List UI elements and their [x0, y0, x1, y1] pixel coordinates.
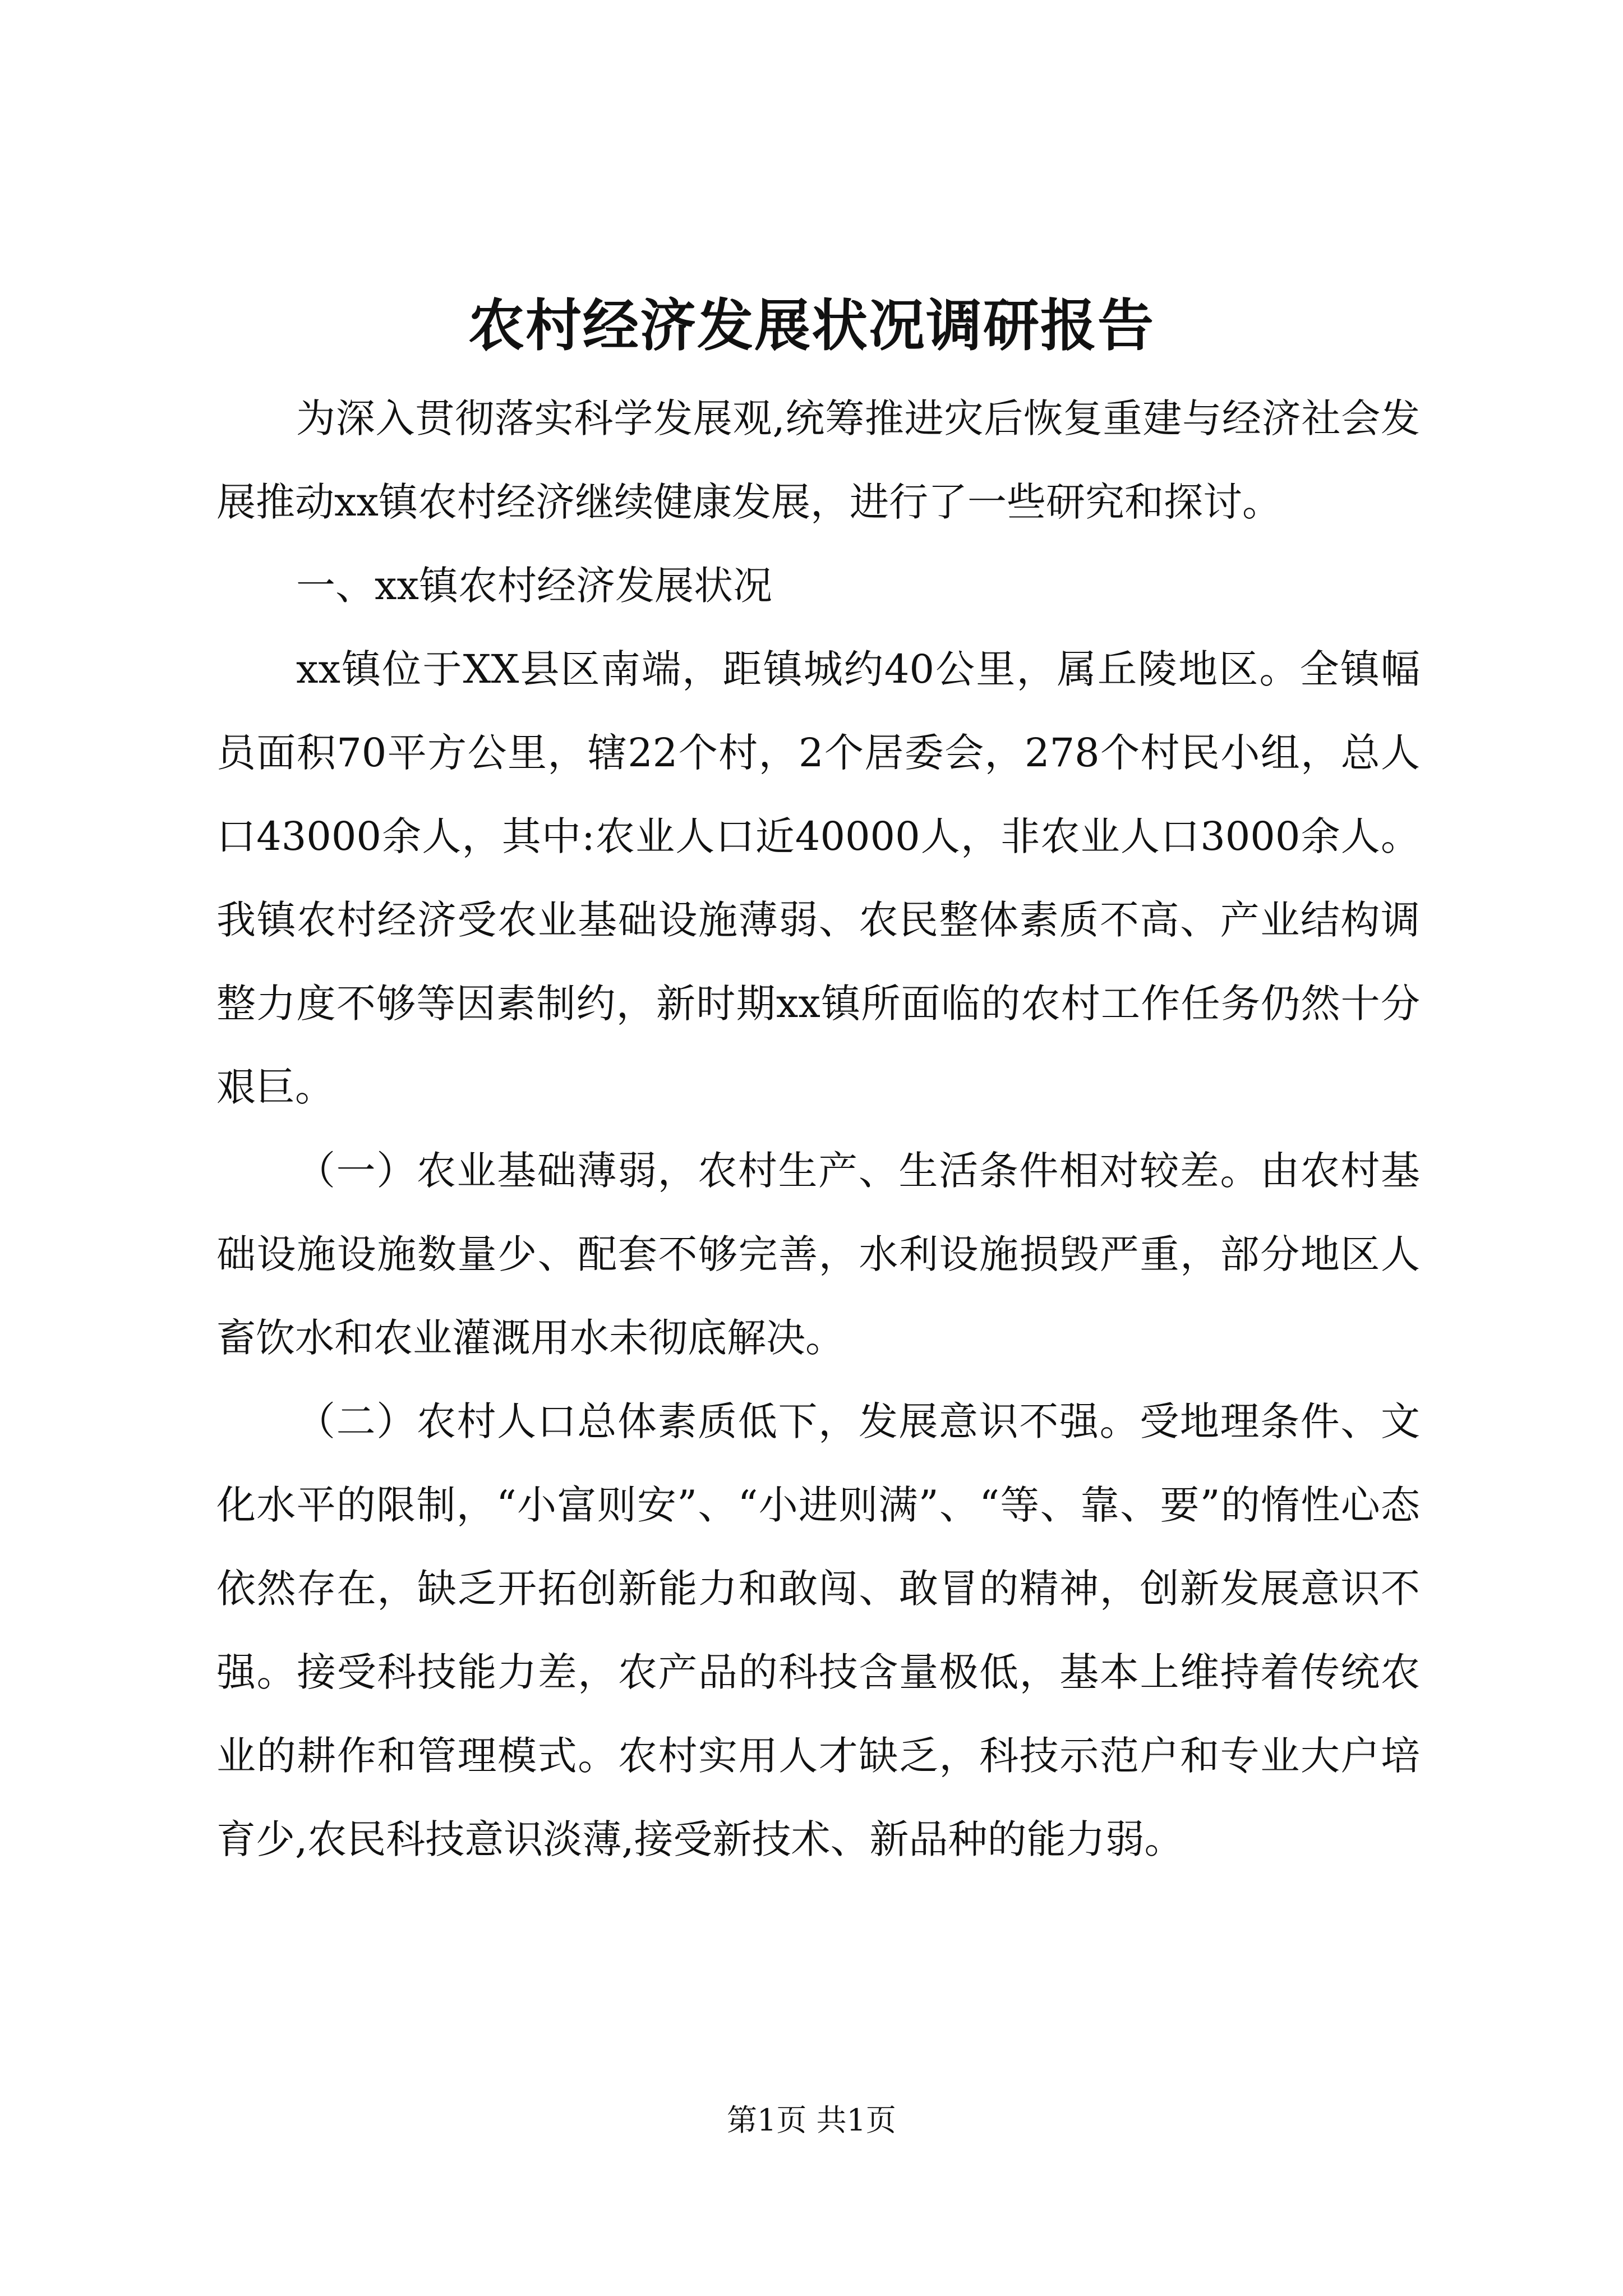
paragraph-point-2: （二）农村人口总体素质低下，发展意识不强。受地理条件、文化水平的限制，“小富则安”、“小进则满”、“等、靠、要”的惰性心态依然存在，缺乏开拓创新能力和敢闯、敢冒的精神，创新发展意识不强。接受科技能力差，农产品的科技含量极低，基本上维持着传统农业的耕作和管理模式。农村实用人才缺乏，科技示范户和专业大户培育少,农民科技意识淡薄,接受新技术、新品种的能力弱。	[216, 1398, 1420, 1862]
document-body	[216, 377, 1420, 1881]
paragraph-intro: 为深入贯彻落实科学发展观,统筹推进灾后恢复重建与经济社会发展推动xx镇农村经济继续健康发展，进行了一些研究和探讨。	[216, 395, 1420, 525]
paragraph-overview: xx镇位于XX县区南端，距镇城约40公里，属丘陵地区。全镇幅员面积70平方公里，辖22个村，2个居委会，278个村民小组，总人口43000余人，其中:农业人口近40000人，非农业人口3000余人。我镇农村经济受农业基础设施薄弱、农民整体素质不高、产业结构调整力度不够等因素制约，新时期xx镇所面临的农村工作任务仍然十分艰巨。	[216, 646, 1420, 1110]
document-title: 农村经济发展状况调研报告	[468, 292, 1155, 358]
section-heading-1: 一、xx镇农村经济发展状况	[296, 563, 772, 609]
paragraph-point-1: （一）农业基础薄弱，农村生产、生活条件相对较差。由农村基础设施设施数量少、配套不够完善，水利设施损毁严重，部分地区人畜饮水和农业灌溉用水未彻底解决。	[216, 1148, 1420, 1361]
page-footer: 第1页 共1页	[727, 2102, 896, 2138]
